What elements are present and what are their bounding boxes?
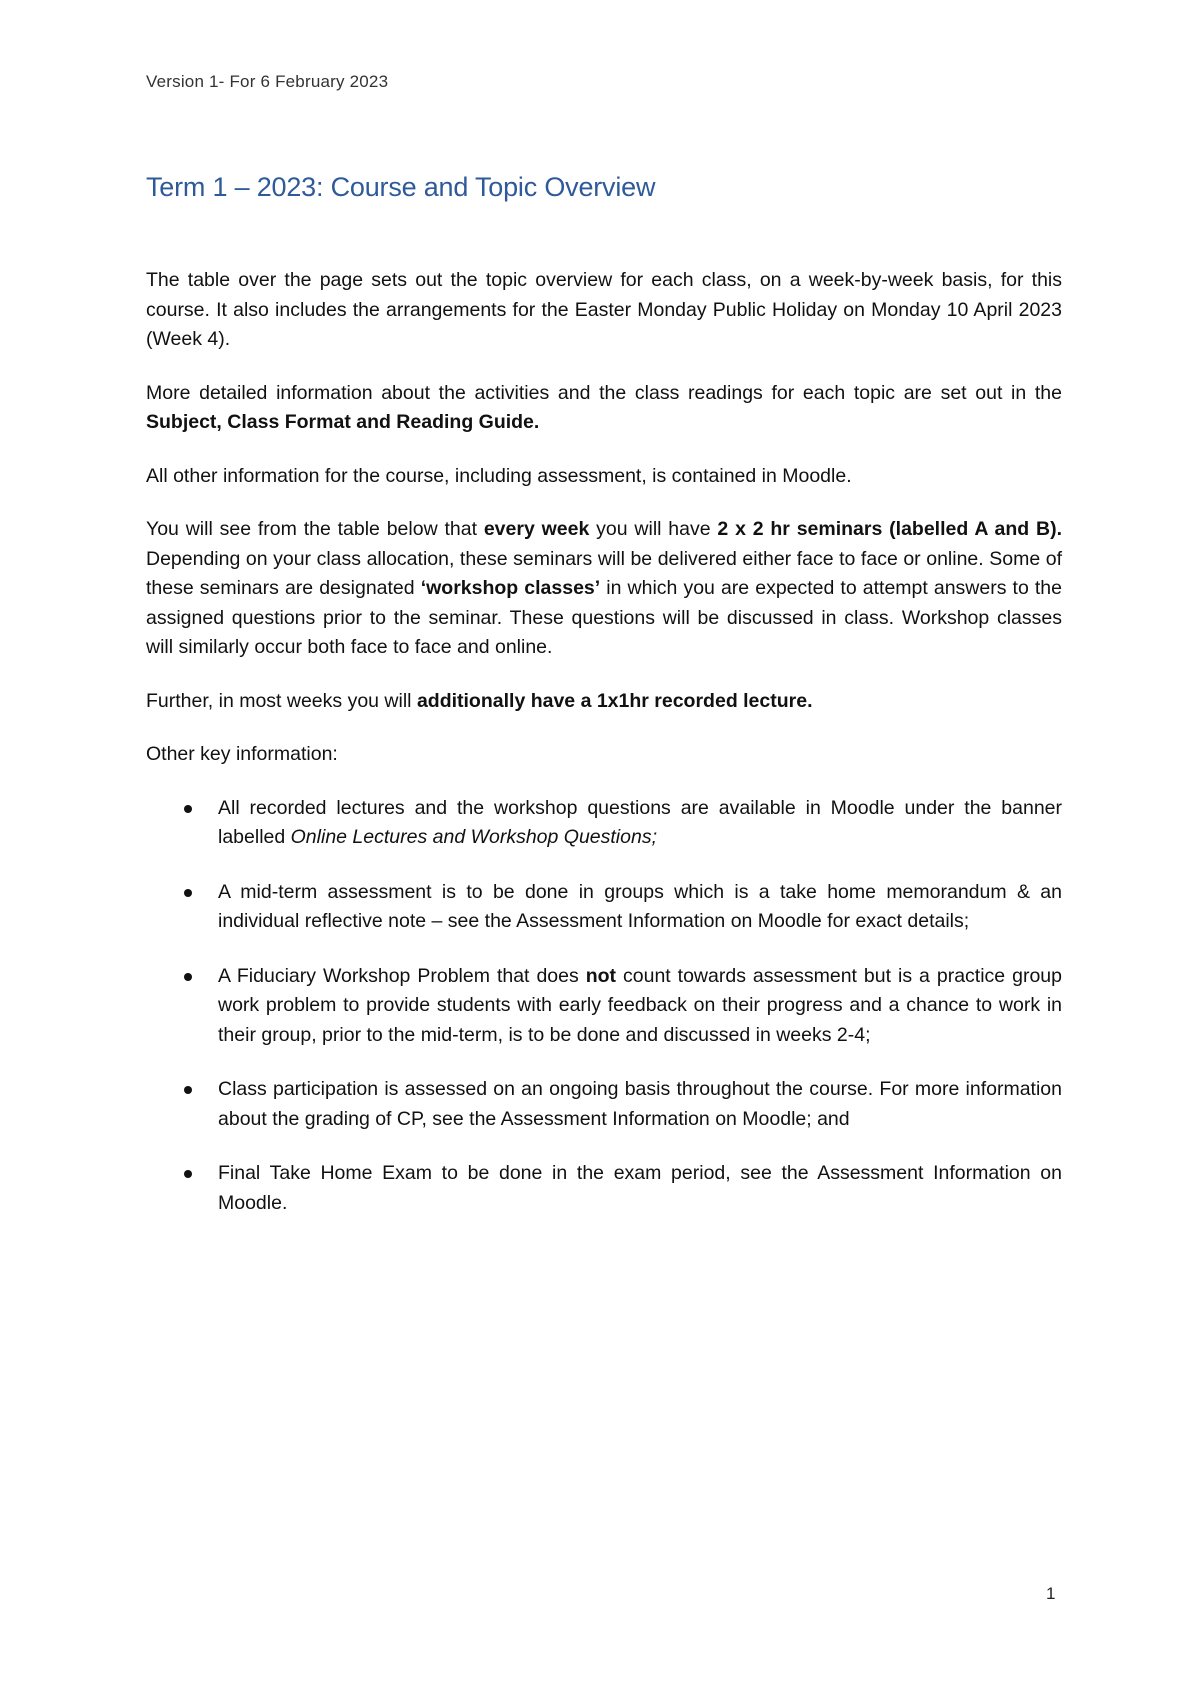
every-week-emphasis: every week — [483, 518, 590, 540]
paragraph-text: in which you are expected to attempt answers to the assigned questions prior to the seminar. These questions will be discussed in class. Workshop classes will similarly occur both face to face and online. — [146, 577, 1062, 658]
bullet-icon — [184, 805, 192, 813]
recorded-lecture-emphasis: additionally have a 1x1hr recorded lecture. — [416, 689, 813, 712]
paragraph-detailed-info — [146, 379, 1062, 438]
paragraph-text: Further, in most weeks you will — [146, 689, 417, 712]
paragraph-seminars — [146, 515, 1062, 663]
list-item — [146, 1075, 1062, 1134]
not-emphasis: not — [585, 964, 617, 987]
list-item-text: count towards assessment but is a practice group work problem to provide students with early feedback on their progress and a chance to work in their group, prior to the mid-term, is to be done and discussed in weeks 2-4; — [218, 964, 1062, 1046]
workshop-classes-emphasis: ‘workshop classes’ — [420, 577, 601, 599]
paragraph-text: You will see from the table below that — [146, 518, 484, 540]
list-item — [146, 1159, 1062, 1218]
paragraph-table-overview: The table over the page sets out the topic overview for each class, on a week-by-week basis, for this course. It also includes the arrangements for the Easter Monday Public Holiday on Monday 10 April 2023 (Week 4). — [146, 269, 1062, 350]
paragraph-other-info: All other information for the course, including assessment, is contained in Moodle. — [146, 464, 852, 487]
page-number: 1 — [1046, 1584, 1056, 1603]
paragraph-text: you will have — [589, 518, 718, 540]
bullet-icon — [184, 973, 192, 981]
paragraph-text: More detailed information about the activities and the class readings for each topic are set out in the — [146, 381, 1062, 404]
reading-guide-emphasis: Subject, Class Format and Reading Guide. — [146, 411, 540, 433]
bullet-icon — [184, 889, 192, 897]
list-item — [146, 878, 1062, 937]
paragraph-lectures — [146, 687, 1062, 717]
paragraph-key-info-heading: Other key information: — [146, 743, 338, 765]
list-item-text: A mid-term assessment is to be done in groups which is a take home memorandum & an individual reflective note – see the Assessment Information on Moodle for exact details; — [218, 880, 1062, 932]
seminars-emphasis: 2 x 2 hr seminars (labelled A and B). — [717, 518, 1063, 540]
list-item-text: Class participation is assessed on an ongoing basis throughout the course. For more information about the grading of CP, see the Assessment Information on Moodle; and — [218, 1078, 1062, 1130]
list-item-text: A Fiduciary Workshop Problem that does — [218, 964, 586, 987]
page-title: Term 1 – 2023: Course and Topic Overview — [146, 172, 656, 202]
bullet-icon — [184, 1086, 192, 1094]
document-body — [146, 266, 1062, 1243]
bullet-icon — [184, 1170, 192, 1178]
version-header: Version 1- For 6 February 2023 — [146, 72, 389, 91]
list-item-text: All recorded lectures and the workshop questions are available in Moodle under the banner labelled — [218, 796, 1062, 848]
moodle-banner-label: Online Lectures and Workshop Questions; — [290, 826, 657, 848]
list-item — [146, 962, 1062, 1051]
paragraph-text: Depending on your class allocation, these seminars will be delivered either face to face or online. Some of these seminars are designated — [146, 547, 1062, 599]
list-item-text: Final Take Home Exam to be done in the exam period, see the Assessment Information on Moodle. — [218, 1162, 1062, 1214]
key-info-list — [146, 794, 1062, 1219]
list-item — [146, 794, 1062, 853]
